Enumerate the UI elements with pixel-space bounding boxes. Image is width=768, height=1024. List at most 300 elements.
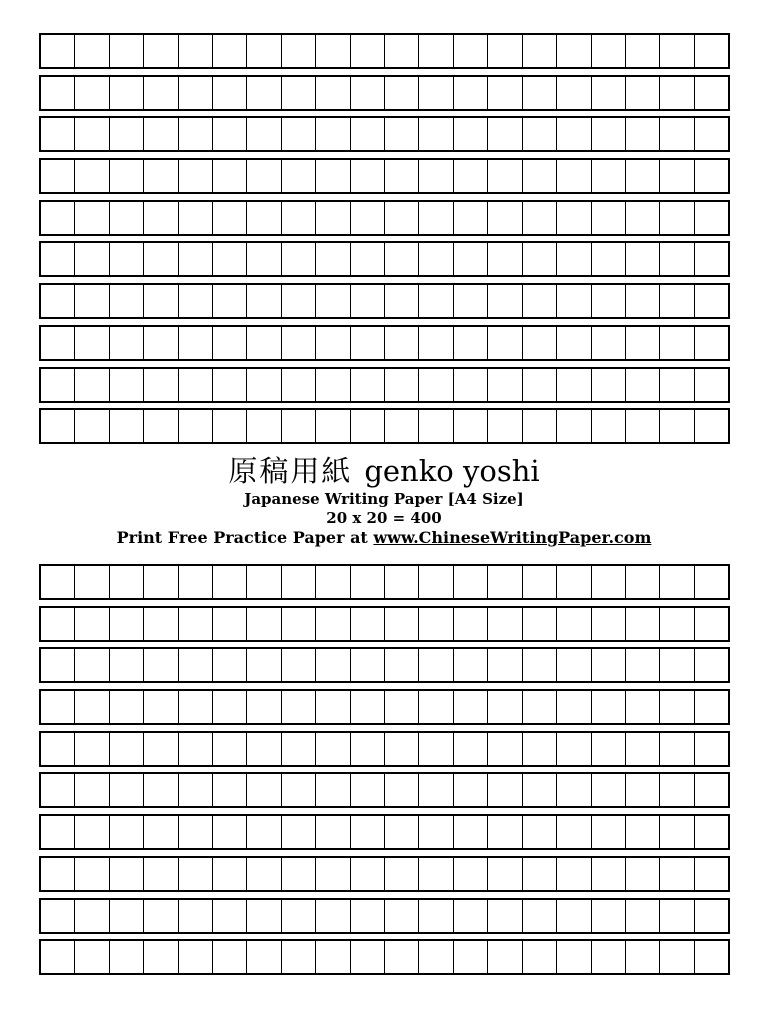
grid-cell xyxy=(351,733,385,765)
grid-cell xyxy=(454,77,488,109)
grid-cell xyxy=(454,327,488,359)
grid-cell xyxy=(282,691,316,723)
grid-cell xyxy=(75,118,109,150)
grid-cell xyxy=(41,566,75,598)
grid-cell xyxy=(488,410,522,442)
grid-cell xyxy=(592,566,626,598)
grid-cell xyxy=(385,369,419,401)
grid-cell xyxy=(523,77,557,109)
grid-cell xyxy=(419,285,453,317)
grid-cell xyxy=(454,410,488,442)
grid-cell xyxy=(316,160,350,192)
grid-cell xyxy=(213,608,247,640)
grid-cell xyxy=(282,774,316,806)
grid-cell xyxy=(282,566,316,598)
grid-cell xyxy=(557,941,591,973)
grid-cell xyxy=(660,369,694,401)
grid-cell xyxy=(660,691,694,723)
grid-cell xyxy=(557,285,591,317)
grid-row xyxy=(39,116,730,152)
grid-cell xyxy=(75,900,109,932)
grid-cell xyxy=(385,410,419,442)
grid-row xyxy=(39,731,730,767)
grid-cell xyxy=(351,410,385,442)
grid-cell xyxy=(419,900,453,932)
grid-cell xyxy=(385,900,419,932)
grid-cell xyxy=(419,327,453,359)
grid-cell xyxy=(282,160,316,192)
grid-cell xyxy=(316,941,350,973)
grid-row xyxy=(39,606,730,642)
grid-cell xyxy=(488,691,522,723)
grid-cell xyxy=(660,202,694,234)
grid-cell xyxy=(695,410,728,442)
grid-cell xyxy=(626,77,660,109)
grid-cell xyxy=(626,327,660,359)
grid-cell xyxy=(351,941,385,973)
grid-cell xyxy=(351,858,385,890)
grid-cell xyxy=(592,160,626,192)
grid-cell xyxy=(385,35,419,67)
grid-cell xyxy=(385,566,419,598)
grid-cell xyxy=(592,243,626,275)
grid-cell xyxy=(282,608,316,640)
grid-cell xyxy=(557,77,591,109)
grid-cell xyxy=(592,285,626,317)
grid-cell xyxy=(351,566,385,598)
site-link[interactable]: www.ChineseWritingPaper.com xyxy=(373,528,652,547)
grid-cell xyxy=(592,941,626,973)
title-romaji: genko yoshi xyxy=(364,454,540,488)
grid-cell xyxy=(695,608,728,640)
grid-cell xyxy=(592,858,626,890)
grid-cell xyxy=(419,816,453,848)
grid-cell xyxy=(179,941,213,973)
grid-cell xyxy=(419,369,453,401)
grid-cell xyxy=(110,35,144,67)
grid-cell xyxy=(695,285,728,317)
grid-cell xyxy=(110,566,144,598)
grid-cell xyxy=(41,35,75,67)
grid-cell xyxy=(179,77,213,109)
grid-cell xyxy=(282,118,316,150)
grid-cell xyxy=(557,243,591,275)
grid-cell xyxy=(75,410,109,442)
grid-cell xyxy=(247,774,281,806)
grid-cell xyxy=(247,900,281,932)
grid-cell xyxy=(419,649,453,681)
grid-cell xyxy=(213,202,247,234)
grid-cell xyxy=(695,774,728,806)
grid-cell xyxy=(144,608,178,640)
grid-cell xyxy=(144,900,178,932)
grid-cell xyxy=(351,816,385,848)
grid-cell xyxy=(523,900,557,932)
grid-cell xyxy=(144,410,178,442)
grid-cell xyxy=(144,733,178,765)
grid-cell xyxy=(419,774,453,806)
grid-cell xyxy=(282,941,316,973)
grid-cell xyxy=(41,608,75,640)
grid-cell xyxy=(316,816,350,848)
grid-cell xyxy=(179,369,213,401)
grid-cell xyxy=(41,816,75,848)
grid-row xyxy=(39,647,730,683)
grid-cell xyxy=(454,160,488,192)
grid-cell xyxy=(110,118,144,150)
subtitle: Japanese Writing Paper [A4 Size] xyxy=(244,490,524,508)
grid-cell xyxy=(179,774,213,806)
grid-cell xyxy=(488,858,522,890)
grid-cell xyxy=(41,900,75,932)
grid-cell xyxy=(316,118,350,150)
grid-cell xyxy=(247,118,281,150)
grid-cell xyxy=(488,202,522,234)
grid-cell xyxy=(351,77,385,109)
grid-cell xyxy=(488,649,522,681)
grid-cell xyxy=(626,649,660,681)
grid-cell xyxy=(351,118,385,150)
grid-cell xyxy=(247,410,281,442)
grid-row xyxy=(39,158,730,194)
grid-cell xyxy=(488,608,522,640)
grid-cell xyxy=(144,691,178,723)
grid-cell xyxy=(282,202,316,234)
grid-cell xyxy=(75,566,109,598)
grid-cell xyxy=(213,816,247,848)
grid-cell xyxy=(41,369,75,401)
grid-cell xyxy=(110,691,144,723)
grid-cell xyxy=(213,566,247,598)
grid-cell xyxy=(523,691,557,723)
grid-cell xyxy=(144,202,178,234)
grid-cell xyxy=(419,118,453,150)
grid-cell xyxy=(660,35,694,67)
grid-cell xyxy=(41,410,75,442)
grid-cell xyxy=(213,160,247,192)
grid-cell xyxy=(385,327,419,359)
grid-cell xyxy=(592,118,626,150)
grid-cell xyxy=(41,649,75,681)
grid-cell xyxy=(592,327,626,359)
grid-cell xyxy=(488,160,522,192)
grid-cell xyxy=(454,202,488,234)
grid-cell xyxy=(695,649,728,681)
grid-cell xyxy=(213,941,247,973)
grid-cell xyxy=(385,608,419,640)
grid-cell xyxy=(695,858,728,890)
grid-cell xyxy=(282,649,316,681)
grid-cell xyxy=(247,608,281,640)
grid-cell xyxy=(523,816,557,848)
grid-cell xyxy=(41,118,75,150)
grid-cell xyxy=(316,327,350,359)
grid-row xyxy=(39,898,730,934)
grid-cell xyxy=(351,900,385,932)
grid-cell xyxy=(523,858,557,890)
grid-cell xyxy=(557,691,591,723)
grid-cell xyxy=(557,608,591,640)
grid-cell xyxy=(41,243,75,275)
grid-cell xyxy=(592,900,626,932)
grid-cell xyxy=(41,202,75,234)
grid-cell xyxy=(385,118,419,150)
grid-cell xyxy=(488,35,522,67)
grid-cell xyxy=(523,118,557,150)
grid-cell xyxy=(179,733,213,765)
grid-cell xyxy=(488,941,522,973)
grid-cell xyxy=(247,649,281,681)
grid-cell xyxy=(385,202,419,234)
grid-cell xyxy=(247,35,281,67)
grid-cell xyxy=(75,35,109,67)
grid-cell xyxy=(179,566,213,598)
grid-row xyxy=(39,814,730,850)
grid-cell xyxy=(385,858,419,890)
grid-cell xyxy=(592,410,626,442)
grid-cell xyxy=(695,77,728,109)
grid-cell xyxy=(419,858,453,890)
grid-cell xyxy=(41,691,75,723)
grid-cell xyxy=(351,35,385,67)
grid-cell xyxy=(626,243,660,275)
grid-cell xyxy=(213,243,247,275)
grid-cell xyxy=(385,77,419,109)
grid-cell xyxy=(660,77,694,109)
grid-cell xyxy=(626,816,660,848)
grid-cell xyxy=(523,733,557,765)
grid-cell xyxy=(419,77,453,109)
grid-cell xyxy=(454,285,488,317)
grid-cell xyxy=(213,77,247,109)
grid-cell xyxy=(488,243,522,275)
grid-cell xyxy=(213,35,247,67)
grid-cell xyxy=(282,816,316,848)
grid-cell xyxy=(110,941,144,973)
grid-cell xyxy=(110,77,144,109)
grid-cell xyxy=(592,774,626,806)
grid-cell xyxy=(523,285,557,317)
grid-cell xyxy=(695,243,728,275)
grid-row xyxy=(39,33,730,69)
grid-cell xyxy=(110,160,144,192)
grid-cell xyxy=(110,774,144,806)
grid-cell xyxy=(247,202,281,234)
grid-cell xyxy=(454,649,488,681)
grid-cell xyxy=(626,900,660,932)
grid-cell xyxy=(523,649,557,681)
grid-cell xyxy=(695,327,728,359)
grid-cell xyxy=(454,941,488,973)
grid-cell xyxy=(179,202,213,234)
grid-cell xyxy=(626,118,660,150)
grid-cell xyxy=(695,118,728,150)
grid-cell xyxy=(75,858,109,890)
grid-cell xyxy=(557,566,591,598)
grid-cell xyxy=(179,816,213,848)
grid-cell xyxy=(179,118,213,150)
grid-cell xyxy=(557,649,591,681)
grid-cell xyxy=(488,816,522,848)
grid-cell xyxy=(110,733,144,765)
grid-cell xyxy=(282,733,316,765)
grid-cell xyxy=(660,816,694,848)
grid-cell xyxy=(660,566,694,598)
grid-cell xyxy=(523,608,557,640)
grid-cell xyxy=(282,858,316,890)
grid-cell xyxy=(179,35,213,67)
grid-cell xyxy=(316,774,350,806)
grid-row xyxy=(39,367,730,403)
grid-cell xyxy=(213,369,247,401)
grid-cell xyxy=(523,566,557,598)
grid-cell xyxy=(592,369,626,401)
grid-cell xyxy=(316,369,350,401)
grid-cell xyxy=(385,649,419,681)
grid-cell xyxy=(316,858,350,890)
grid-cell xyxy=(179,327,213,359)
grid-cell xyxy=(247,941,281,973)
grid-cell xyxy=(144,160,178,192)
grid-cell xyxy=(247,858,281,890)
grid-cell xyxy=(41,327,75,359)
grid-cell xyxy=(316,608,350,640)
grid-cell xyxy=(144,243,178,275)
grid-cell xyxy=(523,774,557,806)
grid-cell xyxy=(110,327,144,359)
grid-cell xyxy=(419,691,453,723)
grid-cell xyxy=(626,285,660,317)
grid-cell xyxy=(660,608,694,640)
grid-cell xyxy=(213,733,247,765)
grid-cell xyxy=(695,816,728,848)
grid-cell xyxy=(213,410,247,442)
grid-cell xyxy=(179,160,213,192)
grid-cell xyxy=(385,816,419,848)
grid-cell xyxy=(75,691,109,723)
grid-row xyxy=(39,856,730,892)
grid-cell xyxy=(626,858,660,890)
grid-cell xyxy=(419,733,453,765)
grid-cell xyxy=(626,774,660,806)
grid-cell xyxy=(110,202,144,234)
grid-cell xyxy=(626,941,660,973)
grid-cell xyxy=(557,327,591,359)
grid-cell xyxy=(144,816,178,848)
grid-cell xyxy=(110,369,144,401)
grid-cell xyxy=(523,243,557,275)
grid-cell xyxy=(557,202,591,234)
grid-cell xyxy=(110,285,144,317)
grid-cell xyxy=(660,900,694,932)
grid-cell xyxy=(454,243,488,275)
grid-cell xyxy=(144,369,178,401)
grid-cell xyxy=(488,285,522,317)
grid-row xyxy=(39,689,730,725)
grid-cell xyxy=(247,369,281,401)
grid-cell xyxy=(213,327,247,359)
grid-cell xyxy=(592,608,626,640)
grid-cell xyxy=(351,649,385,681)
grid-cell xyxy=(695,900,728,932)
grid-cell xyxy=(695,202,728,234)
grid-cell xyxy=(316,202,350,234)
grid-cell xyxy=(523,35,557,67)
grid-cell xyxy=(695,35,728,67)
grid-cell xyxy=(213,691,247,723)
grid-cell xyxy=(179,858,213,890)
grid-cell xyxy=(592,649,626,681)
grid-cell xyxy=(75,649,109,681)
grid-cell xyxy=(351,285,385,317)
grid-cell xyxy=(488,327,522,359)
grid-cell xyxy=(419,202,453,234)
grid-row xyxy=(39,564,730,600)
grid-cell xyxy=(179,608,213,640)
grid-row xyxy=(39,325,730,361)
grid-cell xyxy=(419,243,453,275)
grid-cell xyxy=(179,900,213,932)
grid-cell xyxy=(660,243,694,275)
grid-cell xyxy=(454,566,488,598)
grid-cell xyxy=(557,816,591,848)
grid-cell xyxy=(213,649,247,681)
grid-cell xyxy=(454,369,488,401)
grid-cell xyxy=(213,774,247,806)
grid-cell xyxy=(419,410,453,442)
grid-cell xyxy=(144,285,178,317)
grid-cell xyxy=(75,816,109,848)
grid-cell xyxy=(488,733,522,765)
grid-cell xyxy=(144,649,178,681)
grid-cell xyxy=(454,774,488,806)
grid-cell xyxy=(351,774,385,806)
grid-cell xyxy=(592,77,626,109)
grid-cell xyxy=(488,900,522,932)
grid-formula: 20 x 20 = 400 xyxy=(326,509,442,527)
grid-cell xyxy=(557,369,591,401)
grid-cell xyxy=(179,691,213,723)
grid-cell xyxy=(385,160,419,192)
grid-cell xyxy=(247,816,281,848)
grid-cell xyxy=(144,35,178,67)
grid-cell xyxy=(179,285,213,317)
grid-cell xyxy=(316,77,350,109)
grid-cell xyxy=(385,733,419,765)
grid-cell xyxy=(41,77,75,109)
grid-cell xyxy=(523,410,557,442)
grid-row xyxy=(39,939,730,975)
grid-cell xyxy=(419,35,453,67)
grid-cell xyxy=(316,285,350,317)
grid-cell xyxy=(75,202,109,234)
grid-cell xyxy=(41,774,75,806)
grid-cell xyxy=(660,327,694,359)
grid-cell xyxy=(179,243,213,275)
grid-cell xyxy=(626,608,660,640)
grid-cell xyxy=(110,649,144,681)
grid-row xyxy=(39,283,730,319)
grid-cell xyxy=(385,691,419,723)
grid-cell xyxy=(247,327,281,359)
grid-cell xyxy=(75,77,109,109)
grid-row xyxy=(39,408,730,444)
grid-cell xyxy=(351,369,385,401)
grid-cell xyxy=(75,243,109,275)
grid-cell xyxy=(626,410,660,442)
grid-cell xyxy=(660,410,694,442)
grid-cell xyxy=(454,858,488,890)
